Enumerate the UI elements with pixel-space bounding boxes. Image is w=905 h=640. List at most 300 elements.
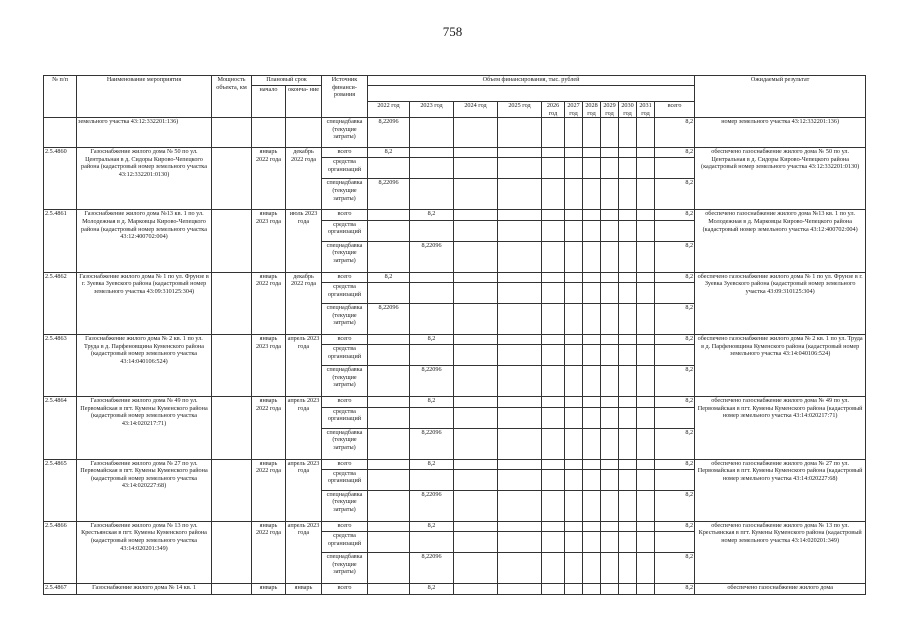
year-cell (410, 283, 454, 304)
year-cell (498, 532, 542, 553)
year-cell (454, 272, 498, 282)
year-cell (498, 490, 542, 521)
header-result: Ожидаемый результат (695, 76, 866, 118)
row-start: январь 2023 года (252, 210, 286, 272)
source-label: средства организаций (322, 158, 368, 179)
value-2022 (368, 366, 410, 397)
year-cell (542, 220, 565, 241)
year-cell (498, 118, 542, 148)
year-cell (601, 335, 619, 345)
year-cell (619, 428, 637, 459)
year-cell (619, 335, 637, 345)
year-cell (583, 428, 601, 459)
value-total (655, 469, 695, 490)
year-cell (583, 459, 601, 469)
year-cell (565, 459, 583, 469)
row-start: январь 2022 года (252, 272, 286, 334)
header-period: Плановый срок (252, 76, 322, 86)
header-year: 2025 год (498, 102, 542, 118)
value-2022 (368, 553, 410, 584)
year-cell (565, 345, 583, 366)
row-capacity (212, 335, 252, 397)
row-start: январь 2022 года (252, 521, 286, 583)
year-cell (542, 241, 565, 272)
value-total: 8,2 (655, 459, 695, 469)
year-cell (542, 366, 565, 397)
row-result: обеспечено газоснабжение жилого дома № 2 кв. 1 по ул. Труда в д. Парфеновщина Куменского района (кадастровый номер земельного участка 43:14:040106:524) (695, 335, 866, 397)
source-label: спецнадбавка (текущие затраты) (322, 118, 368, 148)
year-cell (410, 220, 454, 241)
row-name: Газоснабжение жилого дома № 2 кв. 1 по ул. Труда в д. Парфеновщина Куменского района (кадастровый номер земельного участка 43:14:040106:524) (77, 335, 212, 397)
year-cell (601, 118, 619, 148)
value-2023: 8,22096 (410, 490, 454, 521)
year-cell (410, 158, 454, 179)
year-cell (410, 532, 454, 553)
year-cell (601, 272, 619, 282)
year-cell (542, 179, 565, 210)
year-cell (583, 335, 601, 345)
year-cell (601, 407, 619, 428)
value-2023 (410, 148, 454, 158)
source-label: спецнадбавка (текущие затраты) (322, 179, 368, 210)
row-result: номер земельного участка 43:12:332201:136) (695, 118, 866, 148)
source-label: спецнадбавка (текущие затраты) (322, 366, 368, 397)
row-end: апрель 2023 года (286, 335, 322, 397)
year-cell (583, 407, 601, 428)
year-cell (454, 118, 498, 148)
value-2023 (410, 272, 454, 282)
year-cell (368, 345, 410, 366)
year-cell (637, 490, 655, 521)
header-funding-gap (368, 86, 695, 102)
row-name: Газоснабжение жилого дома № 49 по ул. Первомайская в пгт. Кумены Куменского района (кадастровый номер земельного участка 43:14:020217:71) (77, 397, 212, 459)
source-label: спецнадбавка (текущие затраты) (322, 490, 368, 521)
year-cell (368, 532, 410, 553)
value-total: 8,2 (655, 335, 695, 345)
year-cell (368, 158, 410, 179)
value-2022: 8,2 (368, 148, 410, 158)
year-cell (601, 553, 619, 584)
year-cell (583, 158, 601, 179)
year-cell (498, 272, 542, 282)
year-cell (583, 148, 601, 158)
year-cell (454, 158, 498, 179)
year-cell (565, 148, 583, 158)
row-name: Газоснабжение жилого дома № 14 кв. 1 (77, 584, 212, 594)
value-total: 8,2 (655, 584, 695, 594)
year-cell (498, 335, 542, 345)
year-cell (565, 158, 583, 179)
row-end: апрель 2023 года (286, 397, 322, 459)
year-cell (637, 283, 655, 304)
year-cell (454, 407, 498, 428)
year-cell (542, 158, 565, 179)
row-result: обеспечено газоснабжение жилого дома № 50 по ул. Центральная в д. Сидоры Кирово-Чепецкого района (кадастровый номер земельного участка 43:12:332201:0130) (695, 148, 866, 210)
value-2022: 8,22096 (368, 118, 410, 148)
year-cell (601, 469, 619, 490)
year-cell (601, 490, 619, 521)
value-total: 8,2 (655, 179, 695, 210)
year-cell (601, 532, 619, 553)
year-cell (410, 407, 454, 428)
year-cell (454, 469, 498, 490)
year-cell (454, 428, 498, 459)
row-end: апрель 2023 года (286, 459, 322, 521)
year-cell (454, 397, 498, 407)
row-name: Газоснабжение жилого дома № 27 по ул. Первомайская в пгт. Кумены Куменского района (кадастровый номер земельного участка 43:14:020227:68) (77, 459, 212, 521)
year-cell (368, 407, 410, 428)
value-total: 8,2 (655, 553, 695, 584)
year-cell (454, 335, 498, 345)
row-name: Газоснабжение жилого дома № 1 по ул. Фрунзе в г. Зуевка Зуевского района (кадастровый номер земельного участка 43:09:310125:304) (77, 272, 212, 334)
value-2022 (368, 428, 410, 459)
year-cell (454, 148, 498, 158)
row-start: январь 2022 года (252, 459, 286, 521)
value-2022 (368, 521, 410, 531)
row-capacity (212, 118, 252, 148)
row-start: январь (252, 584, 286, 594)
year-cell (583, 553, 601, 584)
header-year: всего (655, 102, 695, 118)
year-cell (454, 283, 498, 304)
year-cell (565, 179, 583, 210)
year-cell (410, 469, 454, 490)
row-name: Газоснабжение жилого дома №13 кв. 1 по ул. Молодежная в д. Марковцы Кирово-Чепецкого района (кадастровый номер земельного участка 43:12:400702:004) (77, 210, 212, 272)
year-cell (542, 335, 565, 345)
year-cell (454, 241, 498, 272)
year-cell (583, 304, 601, 335)
row-capacity (212, 148, 252, 210)
year-cell (583, 469, 601, 490)
year-cell (619, 210, 637, 220)
year-cell (619, 366, 637, 397)
year-cell (565, 584, 583, 594)
year-cell (583, 490, 601, 521)
year-cell (637, 210, 655, 220)
value-2023: 8,22096 (410, 366, 454, 397)
year-cell (637, 459, 655, 469)
year-cell (637, 428, 655, 459)
year-cell (565, 283, 583, 304)
row-num (44, 118, 77, 148)
year-cell (583, 220, 601, 241)
year-cell (565, 490, 583, 521)
year-cell (498, 584, 542, 594)
year-cell (583, 584, 601, 594)
year-cell (637, 118, 655, 148)
value-total (655, 220, 695, 241)
year-cell (498, 283, 542, 304)
year-cell (637, 158, 655, 179)
row-end: декабрь 2022 года (286, 272, 322, 334)
source-label: средства организаций (322, 407, 368, 428)
year-cell (637, 469, 655, 490)
year-cell (583, 345, 601, 366)
year-cell (637, 521, 655, 531)
year-cell (542, 428, 565, 459)
year-cell (565, 335, 583, 345)
year-cell (583, 521, 601, 531)
year-cell (637, 179, 655, 210)
year-cell (619, 584, 637, 594)
source-label: всего (322, 521, 368, 531)
header-year: 2023 год (410, 102, 454, 118)
year-cell (498, 210, 542, 220)
year-cell (619, 118, 637, 148)
row-result: обеспечено газоснабжение жилого дома № 27 по ул. Первомайская в пгт. Кумены Куменского района (кадастровый номер земельного участка 43:14:020227:68) (695, 459, 866, 521)
year-cell (454, 179, 498, 210)
year-cell (542, 210, 565, 220)
year-cell (637, 148, 655, 158)
year-cell (542, 407, 565, 428)
page-number: 758 (442, 24, 463, 39)
header-year: 2031 год (637, 102, 655, 118)
year-cell (542, 459, 565, 469)
source-label: всего (322, 459, 368, 469)
year-cell (498, 148, 542, 158)
year-cell (637, 304, 655, 335)
year-cell (583, 283, 601, 304)
row-result: обеспечено газоснабжение жилого дома № 49 по ул. Первомайская в пгт. Кумены Куменского района (кадастровый номер земельного участка 43:14:020217:71) (695, 397, 866, 459)
row-end (286, 118, 322, 148)
year-cell (619, 179, 637, 210)
row-start: январь 2022 года (252, 397, 286, 459)
year-cell (583, 210, 601, 220)
row-capacity (212, 459, 252, 521)
row-result: обеспечено газоснабжение жилого дома №13 кв. 1 по ул. Молодежная в д. Марковцы Кирово-Чепецкого района (кадастровый номер земельного участка 43:12:400702:004) (695, 210, 866, 272)
row-num: 2.5.4864 (44, 397, 77, 459)
year-cell (542, 532, 565, 553)
value-total: 8,2 (655, 210, 695, 220)
source-label: всего (322, 584, 368, 594)
year-cell (542, 584, 565, 594)
source-label: средства организаций (322, 469, 368, 490)
header-year: 2028 год (583, 102, 601, 118)
year-cell (498, 345, 542, 366)
year-cell (619, 397, 637, 407)
value-2023: 8,22096 (410, 553, 454, 584)
row-end: декабрь 2022 года (286, 148, 322, 210)
year-cell (454, 521, 498, 531)
source-label: всего (322, 148, 368, 158)
source-label: средства организаций (322, 283, 368, 304)
year-cell (565, 220, 583, 241)
source-label: средства организаций (322, 220, 368, 241)
table-row (44, 397, 866, 407)
source-label: средства организаций (322, 532, 368, 553)
year-cell (601, 428, 619, 459)
header-funding: Объем финансирования, тыс. рублей (368, 76, 695, 86)
year-cell (583, 179, 601, 210)
year-cell (454, 210, 498, 220)
header-capacity: Мощность объекта, км (212, 76, 252, 118)
year-cell (498, 521, 542, 531)
value-total: 8,2 (655, 118, 695, 148)
year-cell (583, 118, 601, 148)
year-cell (583, 272, 601, 282)
year-cell (454, 584, 498, 594)
year-cell (498, 304, 542, 335)
year-cell (583, 366, 601, 397)
year-cell (498, 459, 542, 469)
year-cell (368, 283, 410, 304)
year-cell (601, 584, 619, 594)
year-cell (498, 469, 542, 490)
table-row (44, 272, 866, 282)
header-year: 2027 год (565, 102, 583, 118)
row-end: апрель 2023 года (286, 521, 322, 583)
value-2023: 8,2 (410, 521, 454, 531)
header-source: Источник финанси- рования (322, 76, 368, 118)
source-label: всего (322, 272, 368, 282)
year-cell (637, 345, 655, 366)
value-2022 (368, 210, 410, 220)
row-capacity (212, 397, 252, 459)
value-2023: 8,22096 (410, 428, 454, 459)
value-total: 8,2 (655, 428, 695, 459)
value-2022 (368, 584, 410, 594)
header-name: Наименование мероприятия (77, 76, 212, 118)
row-num: 2.5.4863 (44, 335, 77, 397)
year-cell (454, 220, 498, 241)
value-total: 8,2 (655, 241, 695, 272)
year-cell (454, 345, 498, 366)
header-year: 2024 год (454, 102, 498, 118)
value-total (655, 532, 695, 553)
year-cell (565, 210, 583, 220)
year-cell (601, 521, 619, 531)
value-total (655, 283, 695, 304)
year-cell (565, 272, 583, 282)
year-cell (368, 220, 410, 241)
year-cell (565, 366, 583, 397)
year-cell (565, 469, 583, 490)
value-total: 8,2 (655, 366, 695, 397)
year-cell (619, 283, 637, 304)
row-capacity (212, 210, 252, 272)
year-cell (619, 272, 637, 282)
year-cell (410, 118, 454, 148)
year-cell (601, 459, 619, 469)
year-cell (542, 397, 565, 407)
year-cell (619, 304, 637, 335)
row-start: январь 2022 года (252, 148, 286, 210)
year-cell (601, 241, 619, 272)
row-capacity (212, 272, 252, 334)
source-label: всего (322, 397, 368, 407)
year-cell (542, 118, 565, 148)
year-cell (498, 366, 542, 397)
year-cell (619, 469, 637, 490)
row-start (252, 118, 286, 148)
year-cell (619, 532, 637, 553)
value-total (655, 345, 695, 366)
value-2022 (368, 335, 410, 345)
row-num: 2.5.4861 (44, 210, 77, 272)
year-cell (498, 241, 542, 272)
year-cell (498, 179, 542, 210)
year-cell (601, 283, 619, 304)
year-cell (619, 553, 637, 584)
value-total: 8,2 (655, 490, 695, 521)
year-cell (498, 158, 542, 179)
row-end: июль 2023 года (286, 210, 322, 272)
header-period-start: начало (252, 86, 286, 118)
year-cell (637, 407, 655, 428)
year-cell (542, 272, 565, 282)
year-cell (601, 179, 619, 210)
row-name: земельного участка 43:12:332201:136) (77, 118, 212, 148)
year-cell (637, 397, 655, 407)
year-cell (565, 532, 583, 553)
value-2023 (410, 304, 454, 335)
source-label: всего (322, 335, 368, 345)
year-cell (498, 428, 542, 459)
year-cell (542, 283, 565, 304)
year-cell (454, 366, 498, 397)
year-cell (601, 158, 619, 179)
value-total (655, 407, 695, 428)
year-cell (619, 345, 637, 366)
value-2022 (368, 459, 410, 469)
year-cell (565, 428, 583, 459)
value-2023: 8,2 (410, 335, 454, 345)
year-cell (565, 304, 583, 335)
year-cell (542, 304, 565, 335)
source-label: средства организаций (322, 345, 368, 366)
year-cell (498, 220, 542, 241)
row-end: январь (286, 584, 322, 594)
year-cell (619, 407, 637, 428)
year-cell (601, 304, 619, 335)
row-start: январь 2023 года (252, 335, 286, 397)
year-cell (565, 521, 583, 531)
year-cell (583, 241, 601, 272)
value-2023: 8,2 (410, 397, 454, 407)
row-capacity (212, 521, 252, 583)
table-row (44, 148, 866, 158)
row-num: 2.5.4860 (44, 148, 77, 210)
year-cell (454, 304, 498, 335)
row-name: Газоснабжение жилого дома № 50 по ул. Центральная в д. Сидоры Кирово-Чепецкого района (кадастровый номер земельного участка 43:12:332201:0130) (77, 148, 212, 210)
year-cell (542, 345, 565, 366)
source-label: спецнадбавка (текущие затраты) (322, 428, 368, 459)
year-cell (454, 553, 498, 584)
year-cell (637, 272, 655, 282)
header-year: 2029 год (601, 102, 619, 118)
year-cell (619, 220, 637, 241)
year-cell (583, 397, 601, 407)
year-cell (637, 241, 655, 272)
row-result: обеспечено газоснабжение жилого дома № 13 по ул. Крестьянская в пгт. Кумены Куменского района (кадастровый номер земельного участка 43:14:020201:349) (695, 521, 866, 583)
table-row (44, 459, 866, 469)
year-cell (498, 397, 542, 407)
row-num: 2.5.4865 (44, 459, 77, 521)
year-cell (542, 490, 565, 521)
year-cell (601, 220, 619, 241)
value-2022: 8,22096 (368, 179, 410, 210)
value-2022 (368, 397, 410, 407)
year-cell (619, 521, 637, 531)
header-num: № п/п (44, 76, 77, 118)
header-year: 2026 год (542, 102, 565, 118)
year-cell (565, 241, 583, 272)
year-cell (565, 397, 583, 407)
year-cell (601, 397, 619, 407)
year-cell (542, 553, 565, 584)
year-cell (542, 148, 565, 158)
year-cell (542, 469, 565, 490)
